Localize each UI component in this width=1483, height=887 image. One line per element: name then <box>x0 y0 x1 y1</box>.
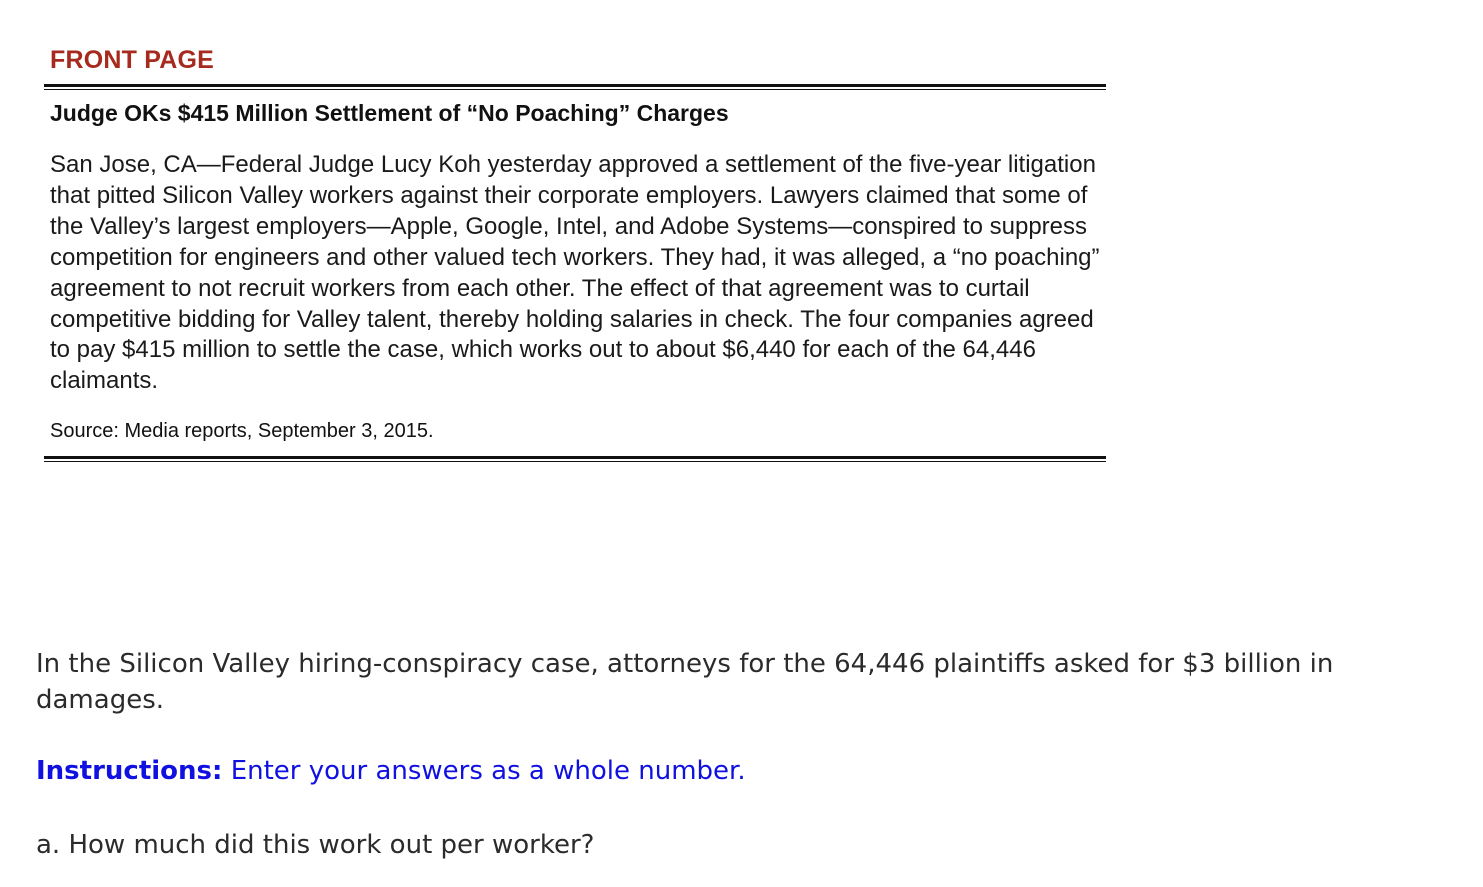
article-source: Source: Media reports, September 3, 2015. <box>50 420 434 442</box>
article-body: San Jose, CA—Federal Judge Lucy Koh yesterday approved a settlement of the five-year litigation that pitted Silicon Valley workers against their corporate employers. Lawyers claimed that some of the Valley’s largest employers—Apple, Google, Intel, and Adobe Systems—conspired to suppress competition for engineers and other valued tech workers. They had, it was alleged, a “no poaching” agreement to not recruit workers from each other. The effect of that agreement was to curtail competitive bidding for Valley talent, thereby holding salaries in check. The four companies agreed to pay $415 million to settle the case, which works out to about $6,440 for each of the 64,446 claimants. <box>50 151 1100 395</box>
section-label: FRONT PAGE <box>50 46 215 74</box>
instructions-label: Instructions: <box>36 756 223 786</box>
instructions-text: Enter your answers as a whole number. <box>230 756 746 786</box>
question-intro: In the Silicon Valley hiring-conspiracy case, attorneys for the 64,446 plaintiffs asked for $3 billion in damages. <box>36 649 1334 715</box>
instructions <box>36 756 746 786</box>
question-part-a: a. How much did this work out per worker? <box>36 830 595 860</box>
bottom-double-rule <box>44 456 1106 462</box>
article-headline: Judge OKs $415 Million Settlement of “No Poaching” Charges <box>50 100 729 126</box>
top-double-rule <box>44 84 1106 90</box>
